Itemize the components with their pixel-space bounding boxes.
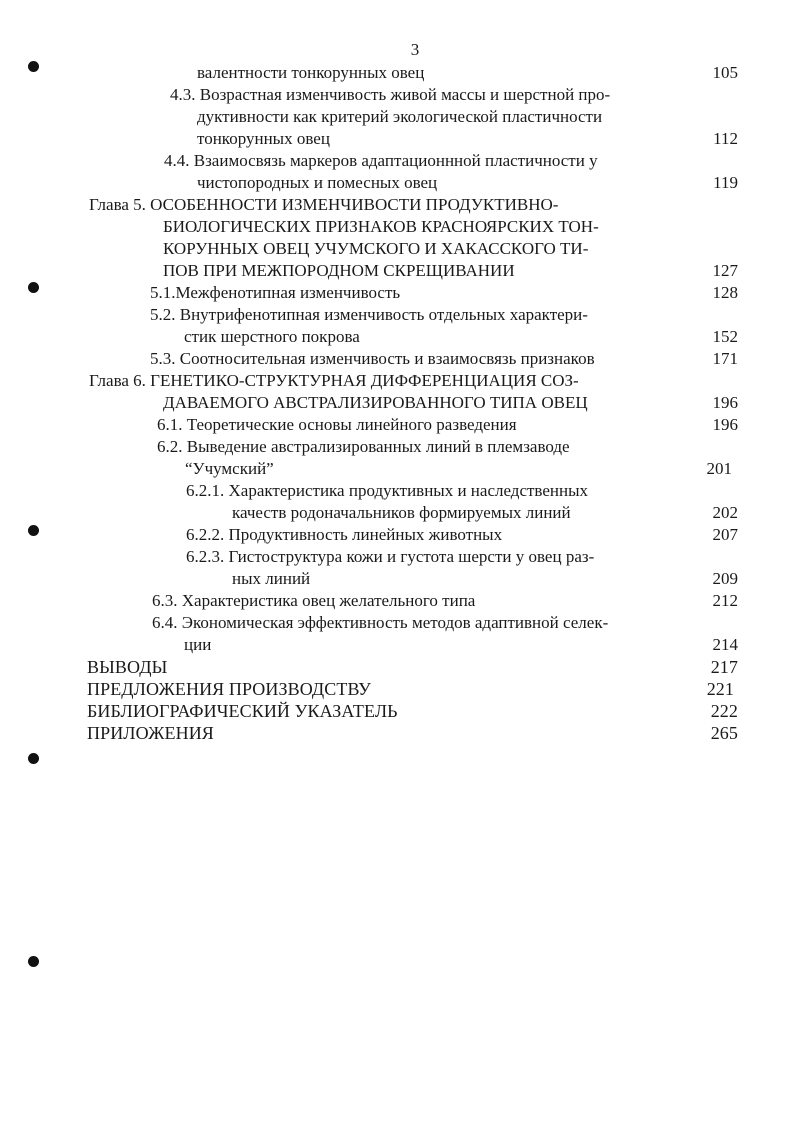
toc-entry-title: 4.3. Возрастная изменчивость живой массы и шерстной про-: [170, 85, 611, 104]
toc-entry: [0, 348, 796, 370]
toc-entry-page: 201: [706, 459, 732, 478]
toc-entry-title: тонкорунных овец: [197, 129, 330, 148]
toc-entry: [0, 304, 796, 326]
toc-entry-title: ных линий: [232, 569, 311, 588]
toc-section: [0, 656, 796, 678]
toc-entry-title: ции: [184, 635, 212, 654]
toc-entry: [0, 282, 796, 304]
toc-chapter-continuation: [0, 238, 796, 260]
toc-entry-continuation: [0, 634, 796, 656]
toc-entry-continuation: [0, 106, 796, 128]
toc-chapter-title: Глава 5. ОСОБЕННОСТИ ИЗМЕНЧИВОСТИ ПРОДУКТИВНО-: [89, 195, 559, 214]
toc-entry-page: 112: [713, 129, 738, 148]
toc-chapter-title: КОРУННЫХ ОВЕЦ УЧУМСКОГО И ХАКАССКОГО ТИ-: [163, 239, 589, 258]
toc-entry-page: 202: [712, 503, 738, 522]
toc-entry-title: 6.3. Характеристика овец желательного типа: [152, 591, 476, 610]
toc-entry-continuation: [0, 128, 796, 150]
toc-entry-page: 214: [712, 635, 738, 654]
toc-entry-title: 5.2. Внутрифенотипная изменчивость отдельных характери-: [150, 305, 588, 324]
toc-chapter-title: ДАВАЕМОГО АВСТРАЛИЗИРОВАННОГО ТИПА ОВЕЦ: [163, 393, 588, 412]
toc-entry-page: 217: [710, 657, 738, 677]
binder-hole-4: [28, 753, 39, 764]
toc-entry: [0, 436, 796, 458]
toc-section: [0, 700, 796, 722]
toc-entry-title: дуктивности как критерий экологической пластичности: [197, 107, 603, 126]
toc-chapter-continuation: [0, 260, 796, 282]
toc-entry-title: 6.1. Теоретические основы линейного разведения: [157, 415, 517, 434]
toc-entry-continuation: [0, 458, 796, 480]
toc-chapter: [0, 370, 796, 392]
toc-section-title: ВЫВОДЫ: [87, 657, 168, 677]
toc-chapter-title: БИОЛОГИЧЕСКИХ ПРИЗНАКОВ КРАСНОЯРСКИХ ТОН-: [163, 217, 599, 236]
toc-section-title: ПРЕДЛОЖЕНИЯ ПРОИЗВОДСТВУ: [87, 679, 371, 699]
toc-subentry: [0, 480, 796, 502]
toc-section-title: ПРИЛОЖЕНИЯ: [87, 723, 214, 743]
toc-entry: [0, 84, 796, 106]
toc-subentry-continuation: [0, 568, 796, 590]
toc-subentry-continuation: [0, 502, 796, 524]
toc-entry-title: стик шерстного покрова: [184, 327, 360, 346]
toc-entry-page: 119: [713, 173, 738, 192]
toc-entry: [0, 62, 796, 84]
toc-entry-continuation: [0, 326, 796, 348]
toc-entry-title: 6.2.1. Характеристика продуктивных и наследственных: [186, 481, 589, 500]
toc-entry-page: 207: [712, 525, 738, 544]
toc-chapter-continuation: [0, 392, 796, 414]
toc-entry-title: валентности тонкорунных овец: [197, 63, 425, 82]
toc-entry-page: 171: [712, 349, 738, 368]
toc-section: [0, 678, 796, 700]
toc-section-title: БИБЛИОГРАФИЧЕСКИЙ УКАЗАТЕЛЬ: [87, 701, 398, 721]
toc-entry-page: 222: [710, 701, 738, 721]
toc-entry-continuation: [0, 172, 796, 194]
toc-entry-title: 5.3. Соотносительная изменчивость и взаимосвязь признаков: [150, 349, 595, 368]
toc-entry-page: 212: [712, 591, 738, 610]
toc-chapter: [0, 194, 796, 216]
toc-entry: [0, 150, 796, 172]
toc-entry-page: 105: [712, 63, 738, 82]
toc-entry-page: 221: [706, 679, 734, 699]
toc-entry: [0, 590, 796, 612]
toc-entry-title: качеств родоначальников формируемых линий: [232, 503, 571, 522]
toc-entry-page: 265: [710, 723, 738, 743]
toc-entry-title: 6.2.2. Продуктивность линейных животных: [186, 525, 503, 544]
binder-hole-5: [28, 956, 39, 967]
toc-subentry: [0, 524, 796, 546]
toc-entry-title: 6.4. Экономическая эффективность методов адаптивной селек-: [152, 613, 609, 632]
toc-entry-title: 6.2.3. Гистоструктура кожи и густота шерсти у овец раз-: [186, 547, 595, 566]
toc-entry-page: 196: [712, 393, 738, 412]
toc-entry: [0, 612, 796, 634]
toc-chapter-continuation: [0, 216, 796, 238]
toc-subentry: [0, 546, 796, 568]
toc-entry-title: 5.1.Межфенотипная изменчивость: [150, 283, 401, 302]
toc-entry: [0, 414, 796, 436]
toc-chapter-title: Глава 6. ГЕНЕТИКО-СТРУКТУРНАЯ ДИФФЕРЕНЦИАЦИЯ СОЗ-: [89, 371, 579, 390]
page-number: 3: [410, 40, 420, 59]
table-of-contents: [0, 62, 796, 744]
toc-section: [0, 722, 796, 744]
toc-entry-title: “Учумский”: [185, 459, 274, 478]
toc-entry-page: 127: [712, 261, 738, 280]
toc-entry-page: 152: [712, 327, 738, 346]
toc-entry-page: 209: [712, 569, 738, 588]
toc-chapter-title: ПОВ ПРИ МЕЖПОРОДНОМ СКРЕЩИВАНИИ: [163, 261, 515, 280]
toc-entry-page: 196: [712, 415, 738, 434]
toc-entry-title: 6.2. Выведение австрализированных линий в племзаводе: [157, 437, 570, 456]
toc-entry-page: 128: [712, 283, 738, 302]
toc-entry-title: чистопородных и помесных овец: [197, 173, 438, 192]
toc-entry-title: 4.4. Взаимосвязь маркеров адаптационнной пластичности у: [164, 151, 598, 170]
